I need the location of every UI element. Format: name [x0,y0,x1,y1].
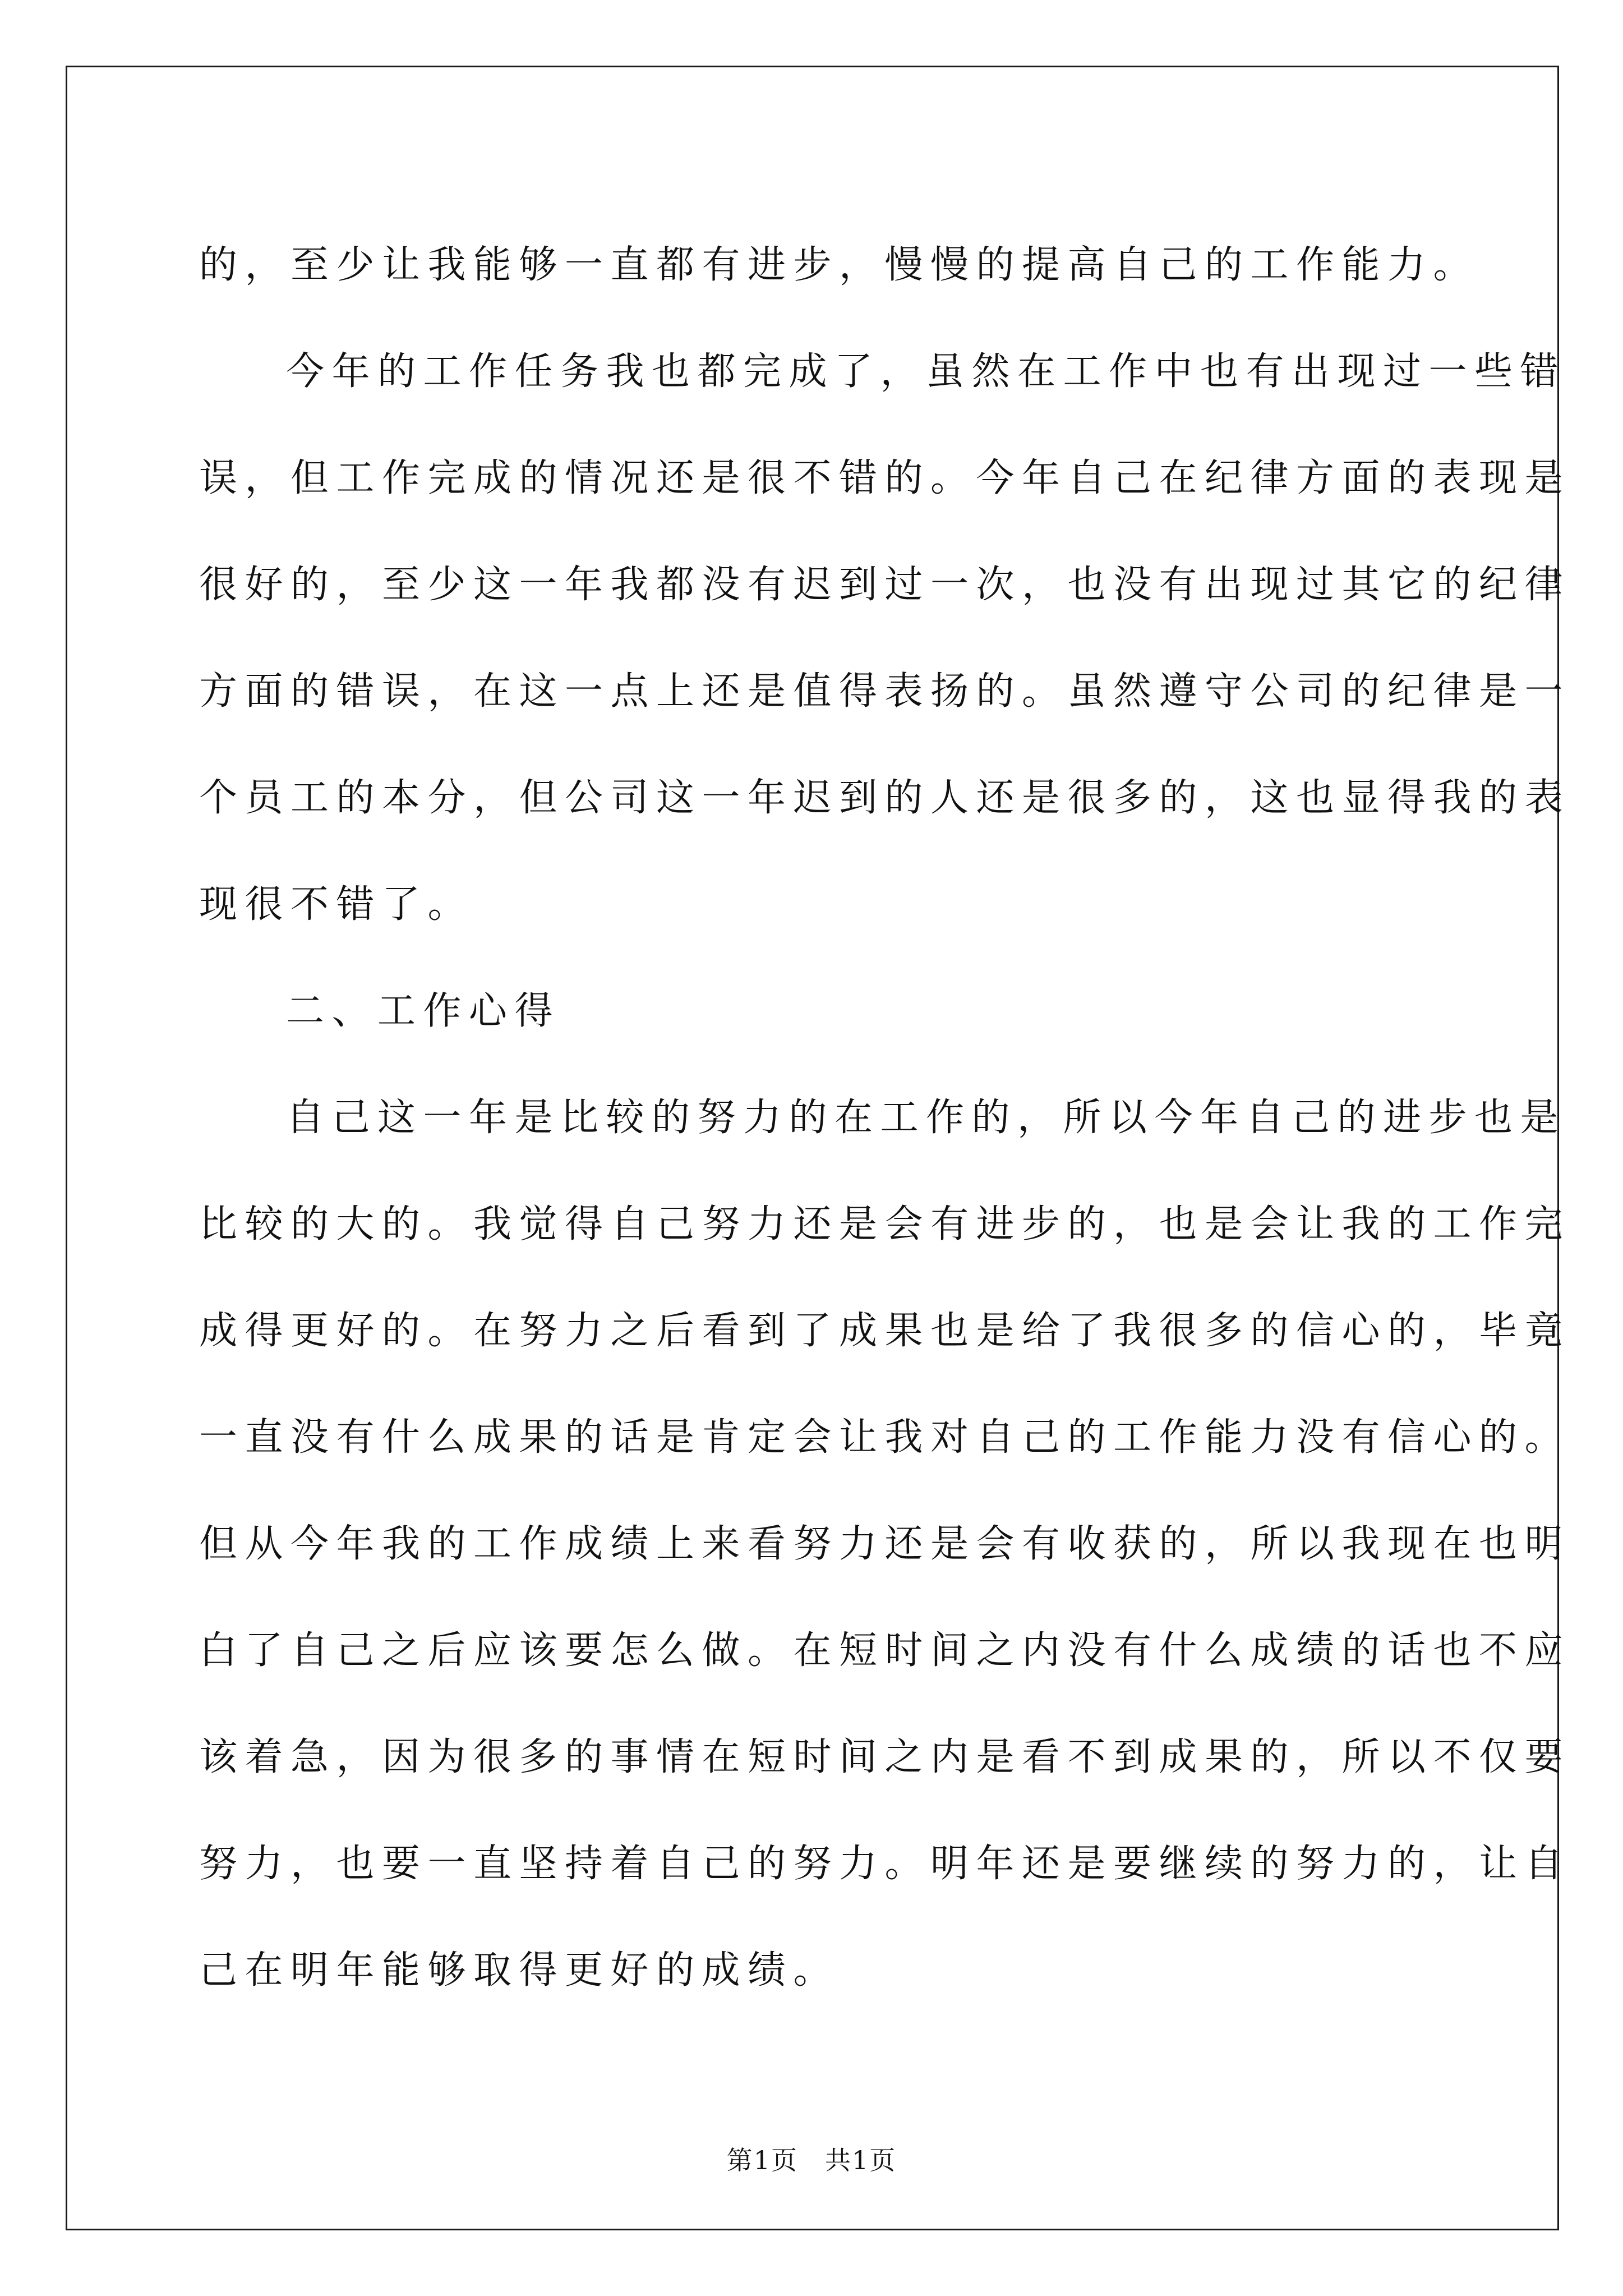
text-line: 一直没有什么成果的话是肯定会让我对自己的工作能力没有信心的。 [199,1415,1571,1460]
text-line: 白了自己之后应该要怎么做。在短时间之内没有什么成绩的话也不应 [199,1628,1571,1673]
text-line: 自己这一年是比较的努力的在工作的，所以今年自己的进步也是 [286,1096,1566,1140]
text-line: 方面的错误，在这一点上还是值得表扬的。虽然遵守公司的纪律是一 [199,669,1571,714]
document-body [199,212,1571,2024]
text-line: 个员工的本分，但公司这一年迟到的人还是很多的，这也显得我的表 [199,776,1571,820]
text-line: 误，但工作完成的情况还是很不错的。今年自己在纪律方面的表现是 [199,456,1571,500]
page-number-total: 共1页 [825,2145,897,2175]
text-line: 努力，也要一直坚持着自己的努力。明年还是要继续的努力的，让自 [199,1842,1571,1886]
text-line: 很好的，至少这一年我都没有迟到过一次，也没有出现过其它的纪律 [199,563,1571,607]
text-line: 但从今年我的工作成绩上来看努力还是会有收获的，所以我现在也明 [199,1522,1571,1566]
text-line: 该着急，因为很多的事情在短时间之内是看不到成果的，所以不仅要 [199,1735,1571,1779]
text-line: 比较的大的。我觉得自己努力还是会有进步的，也是会让我的工作完 [199,1202,1571,1246]
page-number-current: 第1页 [726,2145,798,2175]
section-heading: 二、工作心得 [286,989,561,1033]
page-footer [0,2140,1623,2177]
text-line: 成得更好的。在努力之后看到了成果也是给了我很多的信心的，毕竟 [199,1309,1571,1353]
text-line: 今年的工作任务我也都完成了，虽然在工作中也有出现过一些错 [286,349,1566,394]
text-line: 现很不错了。 [199,882,474,927]
text-line: 的，至少让我能够一直都有进步，慢慢的提高自己的工作能力。 [199,243,1479,287]
text-line: 己在明年能够取得更好的成绩。 [199,1948,840,1993]
